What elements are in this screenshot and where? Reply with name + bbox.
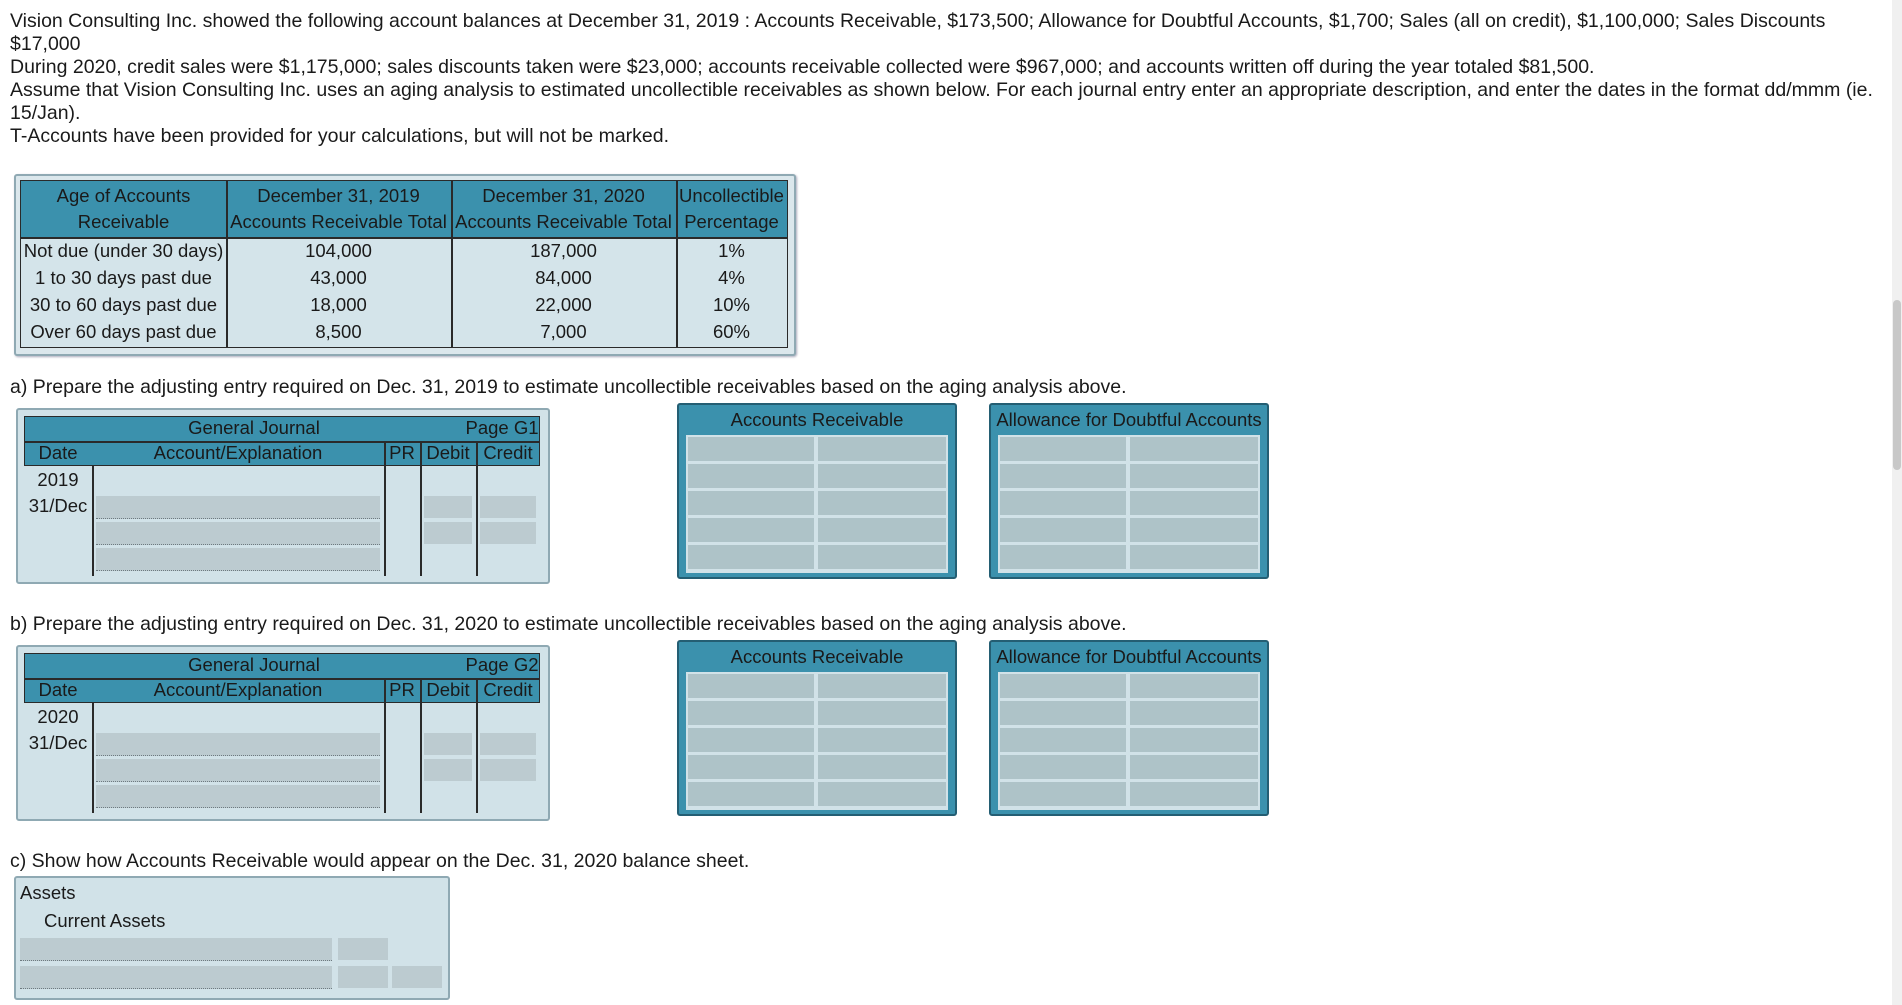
t-credit-cell[interactable] [1130,674,1258,698]
aging-row-age: Not due (under 30 days) [23,240,224,261]
aging-table-grid [20,180,788,348]
t-debit-cell[interactable] [1000,755,1126,779]
t-debit-cell[interactable] [1000,464,1126,488]
aging-header-2020: December 31, 2020 Accounts Receivable Total [455,185,672,232]
intro-paragraph-1: Vision Consulting Inc. showed the following account balances at December 31, 2019 : Accounts Receivable, $173,500; Allowance for Doubtful Accounts, $1,700; Sales (all on credit), $1,100,000; Sales Discounts $17,000 [10,10,1826,55]
scrollbar-thumb[interactable] [1893,300,1901,470]
aging-header-2019: December 31, 2019 Accounts Receivable Total [230,185,447,232]
question-a: a) Prepare the adjusting entry required on Dec. 31, 2019 to estimate uncollectible receivables based on the aging analysis above. [10,376,1127,398]
question-c: c) Show how Accounts Receivable would appear on the Dec. 31, 2020 balance sheet. [10,850,750,872]
bs-account-input-1[interactable] [20,938,332,961]
aging-row-2020: 187,000 [530,240,597,261]
journal-page: Page G1 [465,417,539,438]
t-debit-cell[interactable] [688,464,814,488]
t-credit-cell[interactable] [1130,701,1258,725]
t-credit-cell[interactable] [818,437,946,461]
t-credit-cell[interactable] [1130,728,1258,752]
t-credit-total[interactable] [1130,545,1258,569]
aging-row-2019: 43,000 [310,267,367,288]
aging-row-2020: 7,000 [540,321,587,342]
t-debit-cell[interactable] [688,755,814,779]
t-account-title: Accounts Receivable [730,409,904,430]
t-debit-cell[interactable] [1000,701,1126,725]
t-debit-cell[interactable] [1000,491,1126,515]
t-credit-total[interactable] [1130,782,1258,806]
aging-row-pct: 60% [712,321,751,342]
general-journal-g1 [16,408,550,584]
intro-paragraph-2: During 2020, credit sales were $1,175,000; sales discounts taken were $23,000; accounts receivable collected were $967,000; and accounts written off during the year totaled $81,500. [10,56,1595,78]
t-account-title: Allowance for Doubtful Accounts [996,409,1262,430]
debit-input-2[interactable] [424,759,472,781]
bs-amount-input-1[interactable] [338,938,388,960]
aging-row-age: 1 to 30 days past due [35,267,212,288]
col-account: Account/Explanation [153,442,323,463]
t-credit-cell[interactable] [1130,464,1258,488]
bs-amount-input-2[interactable] [338,966,388,988]
col-account: Account/Explanation [153,679,323,700]
vertical-scrollbar[interactable] [1892,0,1902,1005]
aging-row-age: 30 to 60 days past due [29,294,218,315]
t-credit-cell[interactable] [818,755,946,779]
credit-input-2[interactable] [480,522,536,544]
bs-total-input[interactable] [392,966,442,988]
t-account-allowance-a [989,403,1269,579]
t-debit-cell[interactable] [688,518,814,542]
journal-year: 2019 [37,469,79,490]
account-input-2[interactable] [96,759,380,782]
aging-row-2019: 8,500 [315,321,362,342]
col-debit: Debit [426,442,470,463]
intro-paragraph-3: Assume that Vision Consulting Inc. uses an aging analysis to estimated uncollectible receivables as shown below. For each journal entry enter an appropriate description, and enter the dates in the format dd/mmm (ie. 15/Jan). [10,79,1873,124]
t-credit-cell[interactable] [818,464,946,488]
t-debit-cell[interactable] [1000,437,1126,461]
t-account-accounts-receivable-a [677,403,957,579]
credit-input-2[interactable] [480,759,536,781]
col-pr: PR [389,679,415,700]
credit-input-1[interactable] [480,733,536,755]
t-debit-total[interactable] [1000,782,1126,806]
t-credit-total[interactable] [818,545,946,569]
account-input-1[interactable] [96,733,380,756]
aging-row-2019: 104,000 [305,240,372,261]
account-input-2[interactable] [96,522,380,545]
assets-label: Assets [20,882,76,903]
t-debit-total[interactable] [688,545,814,569]
t-account-allowance-b [989,640,1269,816]
t-debit-total[interactable] [1000,545,1126,569]
journal-year: 2020 [37,706,79,727]
debit-input-1[interactable] [424,496,472,518]
debit-input-1[interactable] [424,733,472,755]
general-journal-g2 [16,645,550,821]
aging-row-2020: 84,000 [535,267,592,288]
explanation-input[interactable] [96,548,380,571]
aging-table [14,174,796,356]
col-credit: Credit [483,679,533,700]
journal-date: 31/Dec [28,495,88,516]
journal-page: Page G2 [465,654,539,675]
col-pr: PR [389,442,415,463]
aging-row-2019: 18,000 [310,294,367,315]
journal-date: 31/Dec [28,732,88,753]
col-date: Date [38,679,78,700]
aging-row-pct: 10% [712,294,751,315]
aging-row-pct: 1% [718,240,745,261]
account-input-1[interactable] [96,496,380,519]
t-credit-cell[interactable] [818,674,946,698]
col-date: Date [38,442,78,463]
balance-sheet-panel [14,876,450,1000]
question-b: b) Prepare the adjusting entry required on Dec. 31, 2020 to estimate uncollectible receivables based on the aging analysis above. [10,613,1127,635]
col-credit: Credit [483,442,533,463]
debit-input-2[interactable] [424,522,472,544]
t-account-accounts-receivable-b [677,640,957,816]
aging-row-pct: 4% [718,267,745,288]
t-credit-total[interactable] [818,782,946,806]
t-credit-cell[interactable] [818,518,946,542]
t-account-title: Allowance for Doubtful Accounts [996,646,1262,667]
t-debit-cell[interactable] [1000,728,1126,752]
intro-paragraph-4: T-Accounts have been provided for your calculations, but will not be marked. [10,125,670,147]
t-credit-cell[interactable] [1130,437,1258,461]
t-credit-cell[interactable] [1130,491,1258,515]
aging-header-age: Age of Accounts Receivable [56,185,191,232]
t-credit-cell[interactable] [1130,755,1258,779]
t-debit-cell[interactable] [1000,674,1126,698]
t-debit-cell[interactable] [688,701,814,725]
t-debit-cell[interactable] [688,437,814,461]
problem-statement [10,10,1890,148]
t-account-title: Accounts Receivable [730,646,904,667]
col-debit: Debit [426,679,470,700]
aging-header-percentage: Uncollectible Percentage [679,185,784,232]
t-credit-cell[interactable] [818,701,946,725]
credit-input-1[interactable] [480,496,536,518]
journal-title: General Journal [188,654,320,675]
t-debit-cell[interactable] [1000,518,1126,542]
t-debit-cell[interactable] [688,728,814,752]
current-assets-label: Current Assets [44,910,166,931]
t-debit-cell[interactable] [688,491,814,515]
journal-title: General Journal [188,417,320,438]
aging-row-2020: 22,000 [535,294,592,315]
t-credit-cell[interactable] [818,491,946,515]
t-debit-total[interactable] [688,782,814,806]
aging-row-age: Over 60 days past due [30,321,217,342]
t-credit-cell[interactable] [818,728,946,752]
t-credit-cell[interactable] [1130,518,1258,542]
t-debit-cell[interactable] [688,674,814,698]
explanation-input[interactable] [96,785,380,808]
bs-account-input-2[interactable] [20,966,332,989]
